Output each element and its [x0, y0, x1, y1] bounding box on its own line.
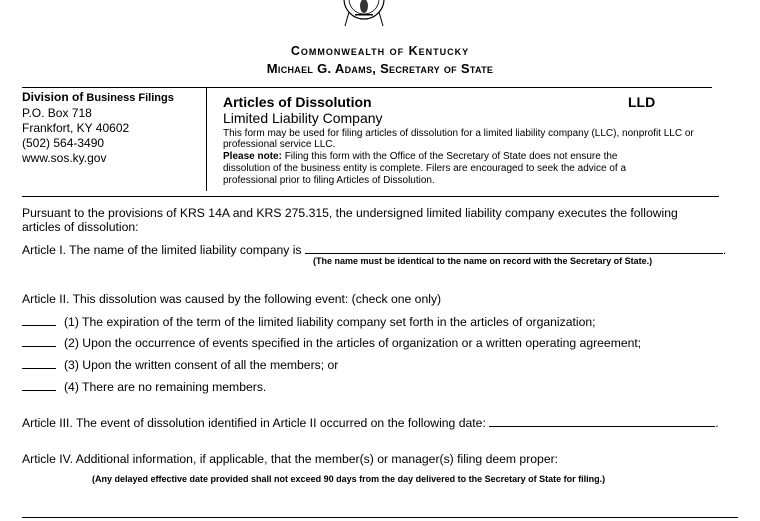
- article-2: Article II. This dissolution was caused by the following event: (check one only): [22, 292, 442, 306]
- phone-number: (502) 564-3490: [22, 136, 105, 150]
- article-4-note: (Any delayed effective date provided shall not exceed 90 days from the day delivered to the Secretary of State for filing.): [92, 474, 606, 484]
- option-row-2: (2) Upon the occurrence of events specified in the articles of organization or a written operating agreement;: [22, 335, 641, 350]
- note-line-1: Please note: Filing this form with the Office of the Secretary of State does not ensure the: [223, 151, 618, 162]
- secretary-header: Michael G. Adams, Secretary of State: [266, 61, 494, 76]
- pursuant-line-2: articles of dissolution:: [22, 220, 139, 234]
- city-line: Frankfort, KY 40602: [22, 121, 130, 135]
- division-name: Division of Business Filings: [22, 90, 174, 104]
- top-divider: [22, 87, 712, 88]
- article-4: Article IV. Additional information, if applicable, that the member(s) or manager(s) filing deem proper:: [22, 452, 559, 466]
- additional-info-line[interactable]: [22, 517, 738, 518]
- form-code: LLD: [628, 94, 656, 110]
- article-3: Article III. The event of dissolution identified in Article II occurred on the following date: .: [22, 416, 719, 430]
- kentucky-seal-icon: [343, 0, 385, 34]
- pursuant-line-1: Pursuant to the provisions of KRS 14A and KRS 275.315, the undersigned limited liability company executes the following: [22, 206, 678, 220]
- po-box: P.O. Box 718: [22, 106, 92, 120]
- article-1: Article I. The name of the limited liability company is .: [22, 243, 727, 257]
- usage-line-2: professional service LLC.: [223, 139, 336, 150]
- form-subtitle: Limited Liability Company: [223, 110, 383, 126]
- option-3-checkbox[interactable]: [22, 357, 56, 369]
- dissolution-date-field[interactable]: [489, 415, 715, 427]
- article-1-note: (The name must be identical to the name on record with the Secretary of State.): [313, 256, 653, 266]
- office-address-block: [22, 90, 174, 166]
- state-header: Commonwealth of Kentucky: [290, 44, 470, 58]
- header-bottom-divider: [22, 196, 719, 197]
- option-2-checkbox[interactable]: [22, 335, 56, 347]
- usage-line-1: This form may be used for filing articles of dissolution for a limited liability company (LLC), nonprofit LLC or: [223, 128, 694, 139]
- note-line-2: dissolution of the business entity is complete. Filers are encouraged to seek the advice of a: [223, 163, 627, 174]
- column-divider: [206, 87, 207, 191]
- option-4-checkbox[interactable]: [22, 379, 56, 391]
- form-title: Articles of Dissolution: [223, 94, 372, 110]
- company-name-field[interactable]: [305, 242, 723, 254]
- option-row-1: (1) The expiration of the term of the limited liability company set forth in the articles of organization;: [22, 314, 596, 329]
- note-line-3: professional prior to filing Articles of Dissolution.: [223, 175, 435, 186]
- option-row-3: (3) Upon the written consent of all the members; or: [22, 357, 338, 372]
- option-1-checkbox[interactable]: [22, 314, 56, 326]
- website: www.sos.ky.gov: [22, 151, 107, 165]
- option-row-4: (4) There are no remaining members.: [22, 379, 266, 394]
